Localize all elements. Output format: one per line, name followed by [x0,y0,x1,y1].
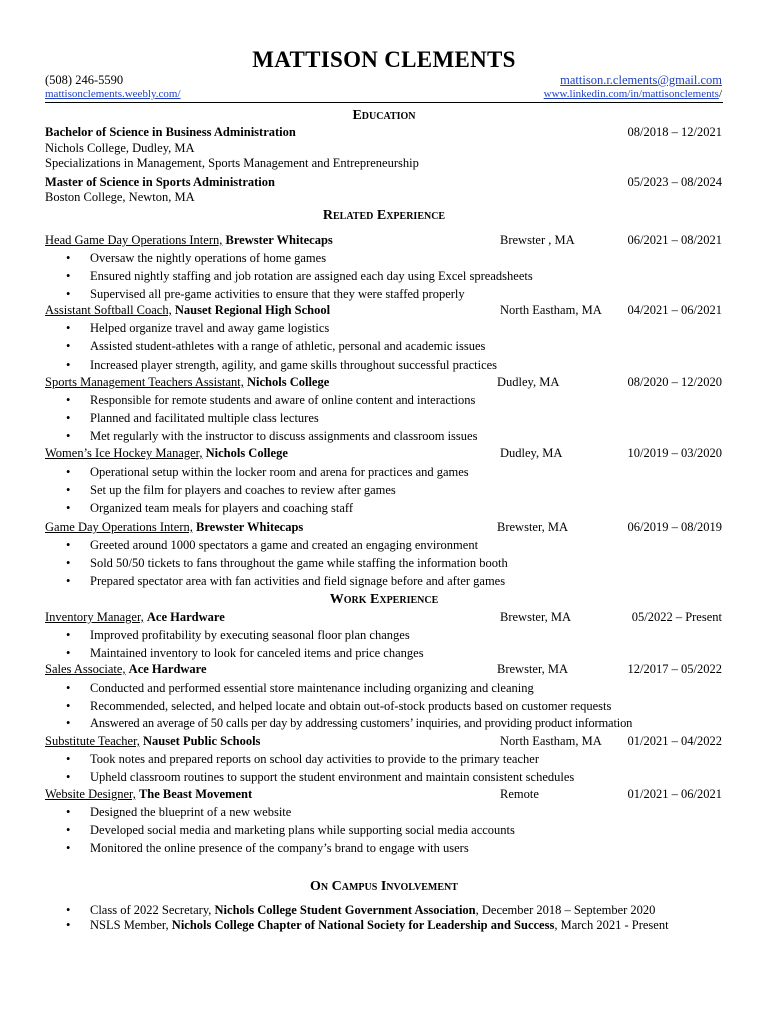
school-name: Boston College, Newton, MA [45,190,195,204]
phone-number: (508) 246-5590 [45,73,124,87]
job-heading [45,446,288,461]
resume-name: MATTISON CLEMENTS [252,47,516,72]
job-title: Website Designer, [45,787,136,801]
job-bullet: Sold 50/50 tickets to fans throughout the game while staffing the information booth [90,556,508,570]
bullet-icon: • [66,269,71,283]
bullet-icon: • [66,752,71,766]
job-heading [45,520,303,535]
bullet-icon: • [66,393,71,407]
job-bullet: Operational setup within the locker room and arena for practices and games [90,465,469,479]
bullet-icon: • [66,823,71,837]
bullet-icon: • [66,681,71,695]
job-bullet: Monitored the online presence of the company’s brand to engage with users [90,841,469,855]
bullet-icon: • [66,465,71,479]
bullet-icon: • [66,770,71,784]
job-bullet: Increased player strength, agility, and game skills throughout successful practices [90,358,498,372]
job-heading [45,303,330,318]
job-org: Nauset Public Schools [143,734,261,748]
degree-detail: Specializations in Management, Sports Management and Entrepreneurship [45,156,419,170]
job-org: Ace Hardware [128,662,207,676]
campus-role: Class of 2022 Secretary, [90,903,215,917]
job-dates: 01/2021 – 06/2021 [627,787,722,801]
job-bullet: Upheld classroom routines to support the student environment and maintain consistent schedules [90,770,575,784]
campus-org: Nichols College Student Government Association [214,903,476,917]
job-bullet: Improved profitability by executing seasonal floor plan changes [90,628,410,642]
bullet-icon: • [66,903,71,917]
linkedin-link[interactable] [544,88,722,100]
education-heading: Education [352,108,416,123]
job-bullet: Oversaw the nightly operations of home games [90,251,327,265]
linkedin-url[interactable]: www.linkedin.com/in/mattisonclements [543,88,719,100]
job-location: Brewster, MA [497,520,569,534]
job-title: Women’s Ice Hockey Manager, [45,446,203,460]
degree-title: Master of Science in Sports Administration [45,175,275,189]
job-bullet: Developed social media and marketing plans while supporting social media accounts [90,823,515,837]
job-title: Head Game Day Operations Intern, [45,233,223,247]
job-bullet: Supervised all pre-game activities to ensure that they were staffed properly [90,287,465,301]
bullet-icon: • [66,287,71,301]
bullet-icon: • [66,574,71,588]
job-bullet: Ensured nightly staffing and job rotation are assigned each day using Excel spreadsheets [90,269,533,283]
bullet-icon: • [66,805,71,819]
bullet-icon: • [66,538,71,552]
linkedin-suffix: / [718,88,722,100]
header-divider [45,102,723,103]
job-heading [45,662,207,677]
job-location: Dudley, MA [497,375,560,389]
bullet-icon: • [66,483,71,497]
job-bullet: Recommended, selected, and helped locate and obtain out-of-stock products based on customer requests [90,699,612,713]
job-bullet: Maintained inventory to look for canceled items and price changes [90,646,424,660]
job-org: Nichols College [246,375,330,389]
job-org: Ace Hardware [146,610,225,624]
bullet-icon: • [66,841,71,855]
job-bullet: Met regularly with the instructor to discuss assignments and classroom issues [90,429,478,443]
job-heading [45,610,225,625]
job-title: Sales Associate, [45,662,126,676]
job-heading [45,233,333,248]
job-location: Brewster , MA [500,233,575,247]
campus-item [90,903,655,918]
bullet-icon: • [66,699,71,713]
job-dates: 06/2019 – 08/2019 [627,520,722,534]
school-name: Nichols College, Dudley, MA [45,141,195,155]
job-dates: 04/2021 – 06/2021 [627,303,722,317]
job-dates: 10/2019 – 03/2020 [627,446,722,460]
job-heading [45,734,260,749]
job-bullet: Set up the film for players and coaches to review after games [90,483,396,497]
job-location: North Eastham, MA [500,734,602,748]
bullet-icon: • [66,429,71,443]
job-org: Nichols College [205,446,288,460]
bullet-icon: • [66,321,71,335]
bullet-icon: • [66,716,71,730]
degree-title: Bachelor of Science in Business Administration [45,125,296,139]
job-org: Brewster Whitecaps [196,520,304,534]
bullet-icon: • [66,358,71,372]
job-bullet: Organized team meals for players and coaching staff [90,501,353,515]
job-bullet: Prepared spectator area with fan activities and field signage before and after games [90,574,506,588]
campus-dates: , March 2021 - Present [554,918,669,932]
bullet-icon: • [66,411,71,425]
work-experience-heading: Work Experience [329,592,439,607]
email-link[interactable]: mattison.r.clements@gmail.com [560,73,722,87]
bullet-icon: • [66,628,71,642]
related-experience-heading: Related Experience [322,208,446,223]
bullet-icon: • [66,918,71,932]
job-title: Assistant Softball Coach, [45,303,172,317]
campus-org: Nichols College Chapter of National Society for Leadership and Success [171,918,555,932]
campus-dates: , December 2018 – September 2020 [475,903,656,917]
job-title: Game Day Operations Intern, [45,520,193,534]
job-dates: 12/2017 – 05/2022 [627,662,722,676]
job-location: Brewster, MA [500,610,572,624]
job-bullet: Took notes and prepared reports on school day activities to provide to the primary teacher [90,752,539,766]
campus-role: NSLS Member, [90,918,172,932]
bullet-icon: • [66,501,71,515]
job-org: The Beast Movement [138,787,253,801]
job-location: North Eastham, MA [500,303,602,317]
campus-involvement-heading: On Campus Involvement [310,879,458,894]
bullet-icon: • [66,339,71,353]
job-heading [45,375,329,390]
job-location: Remote [500,787,539,801]
job-bullet: Helped organize travel and away game logistics [90,321,330,335]
job-title: Substitute Teacher, [45,734,140,748]
job-bullet: Planned and facilitated multiple class lectures [90,411,319,425]
job-bullet: Designed the blueprint of a new website [90,805,292,819]
job-bullet: Conducted and performed essential store maintenance including organizing and cleaning [90,681,534,695]
job-bullet: Answered an average of 50 calls per day by addressing customers’ inquiries, and providing product information [90,716,633,730]
bullet-icon: • [66,556,71,570]
job-org: Brewster Whitecaps [225,233,333,247]
job-heading [45,787,252,802]
job-bullet: Responsible for remote students and aware of online content and interactions [90,393,476,407]
job-bullet: Greeted around 1000 spectators a game and created an engaging environment [90,538,479,552]
job-dates: 01/2021 – 04/2022 [627,734,722,748]
bullet-icon: • [66,646,71,660]
job-dates: 06/2021 – 08/2021 [627,233,722,247]
job-location: Dudley, MA [500,446,563,460]
job-dates: 05/2022 – Present [631,610,722,624]
job-bullet: Assisted student-athletes with a range of athletic, personal and academic issues [90,339,486,353]
website-link[interactable]: mattisonclements.weebly.com/ [45,88,181,100]
job-org: Nauset Regional High School [174,303,331,317]
campus-item [90,918,669,933]
job-dates: 08/2020 – 12/2020 [627,375,722,389]
job-location: Brewster, MA [497,662,569,676]
job-title: Inventory Manager, [45,610,144,624]
bullet-icon: • [66,251,71,265]
degree-dates: 05/2023 – 08/2024 [627,175,722,189]
job-title: Sports Management Teachers Assistant, [45,375,244,389]
degree-dates: 08/2018 – 12/2021 [627,125,722,139]
